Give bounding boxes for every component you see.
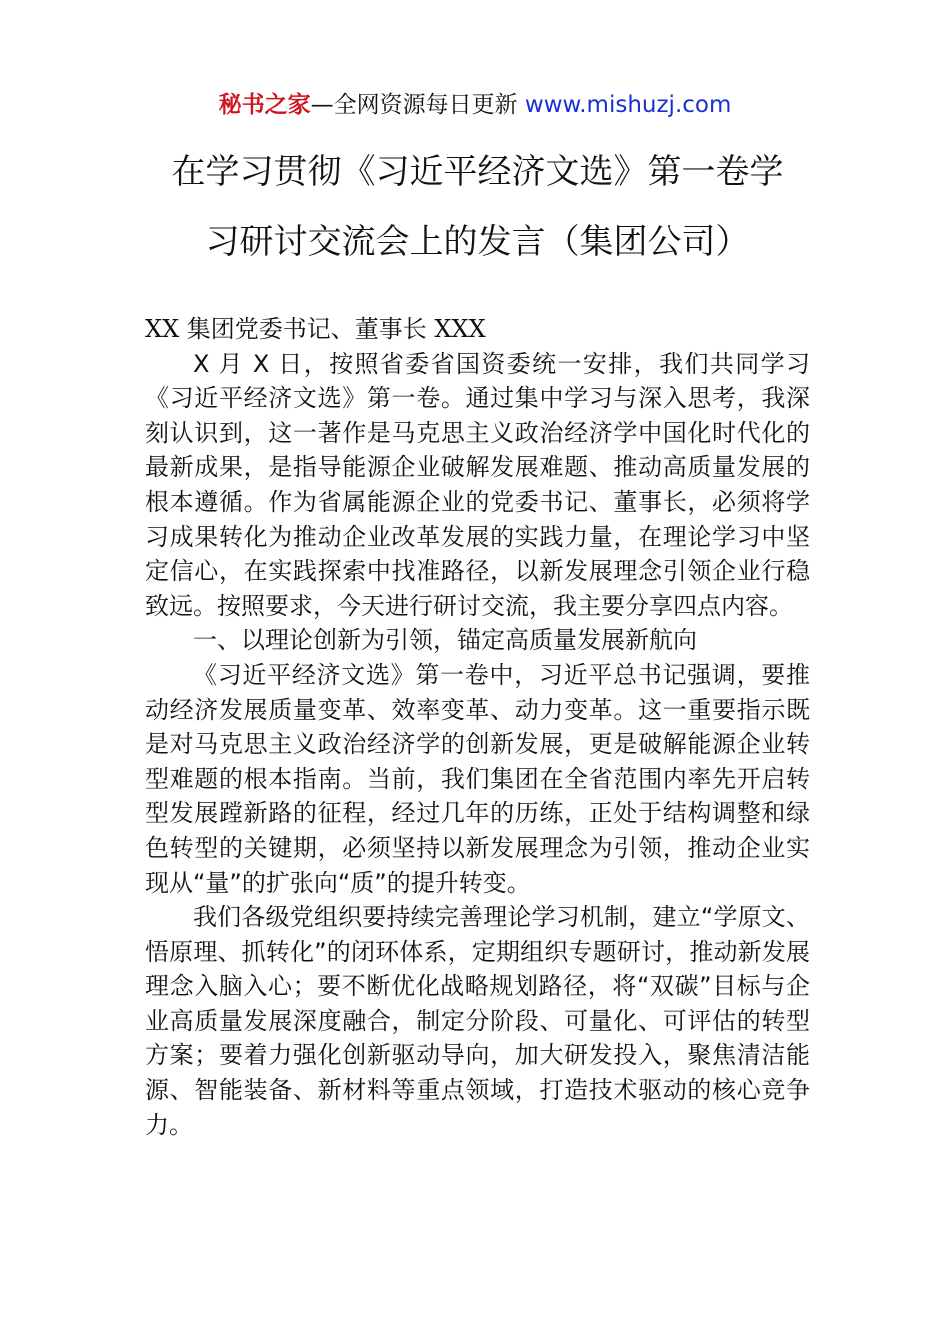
site-header	[0, 88, 950, 122]
intro-paragraph: X 月 X 日，按照省委省国资委统一安排，我们共同学习《习近平经济文选》第一卷。通过集中学习与深入思考，我深刻认识到，这一著作是马克思主义政治经济学中国化时代化的最新成果，是指导能源企业破解发展难题、推动高质量发展的根本遵循。作为省属能源企业的党委书记、董事长，必须将学习成果转化为推动企业改革发展的实践力量，在理论学习中坚定信心，在实践探索中找准路径，以新发展理念引领企业行稳致远。按照要求，今天进行研讨交流，我主要分享四点内容。	[145, 349, 810, 620]
section1-paragraph-2: 我们各级党组织要持续完善理论学习机制，建立“学原文、悟原理、抓转化”的闭环体系，定期组织专题研讨，推动新发展理念入脑入心；要不断优化战略规划路径，将“双碳”目标与企业高质量发展深度融合，制定分阶段、可量化、可评估的转型方案；要着力强化创新驱动导向，加大研发投入，聚焦清洁能源、智能装备、新材料等重点领域，打造技术驱动的核心竞争力。	[145, 903, 810, 1139]
document-title-line-2: 习研讨交流会上的发言（集团公司）	[205, 222, 750, 262]
site-url-link[interactable]: www.mishuzj.com	[524, 92, 732, 118]
site-tagline: —全网资源每日更新	[310, 92, 518, 118]
document-body	[145, 312, 810, 1142]
section-heading-1: 一、以理论创新为引领，锚定高质量发展新航向	[193, 626, 697, 655]
section1-paragraph-1: 《习近平经济文选》第一卷中，习近平总书记强调，要推动经济发展质量变革、效率变革、动力变革。这一重要指示既是对马克思主义政治经济学的创新发展，更是破解能源企业转型难题的根本指南。当前，我们集团在全省范围内率先开启转型发展蹚新路的征程，经过几年的历练，正处于结构调整和绿色转型的关键期，必须坚持以新发展理念为引领，推动企业实现从“量”的扩张向“质”的提升转变。	[145, 660, 810, 897]
site-brand: 秘书之家	[218, 92, 311, 118]
document-title-line-1: 在学习贯彻《习近平经济文选》第一卷学	[171, 152, 784, 192]
author-line: XX 集团党委书记、董事长 XXX	[145, 315, 486, 343]
